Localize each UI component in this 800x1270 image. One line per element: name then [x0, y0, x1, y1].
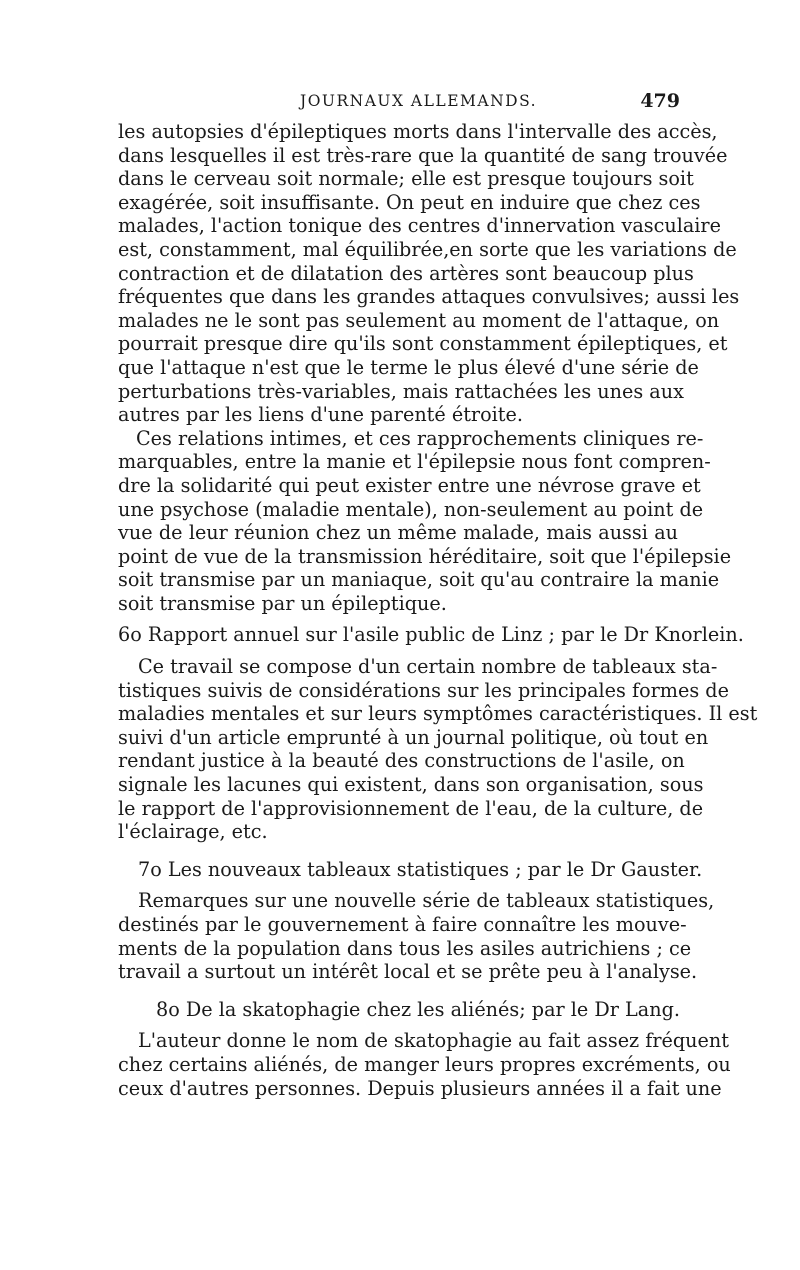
text-line: ceux d'autres personnes. Depuis plusieurs années il a fait une [118, 1076, 722, 1100]
text-line: L'auteur donne le nom de skatophagie au fait assez fréquent [138, 1029, 729, 1053]
page-number: 479 [640, 90, 680, 112]
text-line: Ce travail se compose d'un certain nombre de tableaux sta- [138, 655, 718, 679]
text-line: dans lesquelles il est très-rare que la quantité de sang trouvée [118, 143, 728, 167]
text-line: pourrait presque dire qu'ils sont constamment épileptiques, et [118, 332, 728, 356]
page-header [120, 92, 680, 122]
section-heading: 8o De la skatophagie chez les aliénés; par le Dr Lang. [156, 997, 680, 1021]
paragraph [118, 120, 740, 427]
text-line: tistiques suivis de considérations sur les principales formes de [118, 678, 729, 702]
text-line: suivi d'un article emprunté à un journal politique, où tout en [118, 725, 709, 749]
section-7 [118, 857, 715, 984]
body-text [118, 120, 758, 1100]
text-line: rendant justice à la beauté des constructions de l'asile, on [118, 749, 685, 773]
section-8 [118, 997, 731, 1100]
text-line: les autopsies d'épileptiques morts dans l'intervalle des accès, [118, 120, 718, 143]
text-line: point de vue de la transmission héréditaire, soit que l'épilepsie [118, 544, 732, 568]
text-line: chez certains aliénés, de manger leurs propres excréments, ou [118, 1052, 731, 1076]
text-line: exagérée, soit insuffisante. On peut en induire que chez ces [118, 190, 701, 214]
text-line: perturbations très-variables, mais rattachées les unes aux [118, 379, 684, 403]
text-line: malades ne le sont pas seulement au moment de l'attaque, on [118, 308, 720, 332]
running-title: JOURNAUX ALLEMANDS. [300, 92, 538, 110]
text-line: malades, l'action tonique des centres d'innervation vasculaire [118, 214, 721, 238]
text-line: soit transmise par un maniaque, soit qu'au contraire la manie [118, 568, 720, 592]
text-line: vue de leur réunion chez un même malade, mais aussi au [118, 521, 678, 545]
text-line: est, constamment, mal équilibrée,en sorte que les variations de [118, 237, 737, 261]
text-line: Remarques sur une nouvelle série de tableaux statistiques, [138, 889, 715, 913]
text-line: soit transmise par un épileptique. [118, 591, 447, 615]
text-line: que l'attaque n'est que le terme le plus élevé d'une série de [118, 355, 699, 379]
text-line: le rapport de l'approvisionnement de l'eau, de la culture, de [118, 796, 704, 820]
section-6 [118, 623, 758, 844]
text-line: destinés par le gouvernement à faire connaître les mouve- [118, 913, 687, 936]
text-line: contraction et de dilatation des artères sont beaucoup plus [118, 261, 694, 285]
paragraph [118, 426, 732, 616]
text-line: maladies mentales et sur leurs symptômes caractéristiques. Il est [118, 702, 758, 726]
text-line: dans le cerveau soit normale; elle est presque toujours soit [118, 167, 694, 191]
text-line: autres par les liens d'une parenté étroite. [118, 403, 523, 427]
text-line: signale les lacunes qui existent, dans son organisation, sous [118, 773, 704, 797]
text-line: dre la solidarité qui peut exister entre une névrose grave et [118, 473, 701, 497]
text-line: fréquentes que dans les grandes attaques convulsives; aussi les [118, 285, 740, 309]
text-line: travail a surtout un intérêt local et se prête peu à l'analyse. [118, 960, 698, 984]
section-heading: 6o Rapport annuel sur l'asile public de Linz ; par le Dr Knorlein. [118, 623, 744, 647]
section-heading: 7o Les nouveaux tableaux statistiques ; par le Dr Gauster. [138, 857, 703, 881]
text-line: Ces relations intimes, et ces rapprochements cliniques re- [136, 426, 704, 450]
text-line: une psychose (maladie mentale), non-seulement au point de [118, 497, 704, 521]
text-line: ments de la population dans tous les asiles autrichiens ; ce [118, 936, 692, 960]
text-line: l'éclairage, etc. [118, 820, 268, 844]
text-line: marquables, entre la manie et l'épilepsie nous font compren- [118, 450, 711, 474]
